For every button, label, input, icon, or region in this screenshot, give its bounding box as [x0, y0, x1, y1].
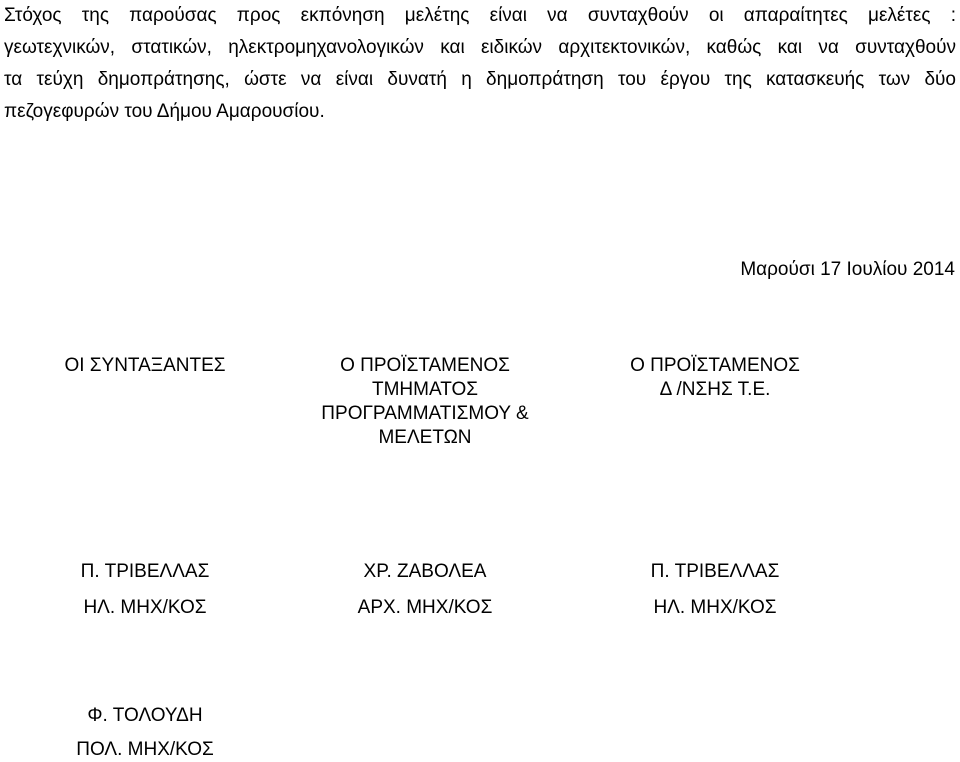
signatory-name: Π. ΤΡΙΒΕΛΛΑΣ	[80, 561, 210, 582]
document-date: Μαρούσι 17 Ιουλίου 2014	[740, 259, 955, 280]
heading-line: ΤΜΗΜΑΤΟΣ	[371, 379, 479, 400]
objective-paragraph	[4, 0, 960, 128]
authors-heading	[20, 354, 270, 378]
signatory-specialty: ΠΟΛ. ΜΗΧ/ΚΟΣ	[76, 739, 214, 760]
paragraph-line: γεωτεχνικών, στατικών, ηλεκτρομηχανολογικών και ειδικών αρχιτεκτονικών, καθώς και να συνταχθούν	[4, 37, 956, 58]
paragraph-line: πεζογεφυρών του Δήμου Αμαρουσίου.	[4, 101, 325, 122]
directorate-head-heading	[590, 354, 840, 402]
heading-line: Ο ΠΡΟΪΣΤΑΜΕΝΟΣ	[630, 355, 800, 376]
signatory-specialty: ΗΛ. ΜΗΧ/ΚΟΣ	[83, 597, 207, 618]
paragraph-line: Στόχος της παρούσας προς εκπόνηση μελέτης είναι να συνταχθούν οι απαραίτητες μελέτες :	[4, 5, 956, 26]
heading-line: Δ /ΝΣΗΣ Τ.Ε.	[659, 379, 771, 400]
heading-line: ΠΡΟΓΡΑΜΜΑΤΙΣΜΟΥ &	[321, 403, 529, 424]
heading-line: ΜΕΛΕΤΩΝ	[378, 427, 472, 448]
signatory-name: ΧΡ. ΖΑΒΟΛΕΑ	[363, 561, 487, 582]
heading-line: Ο ΠΡΟΪΣΤΑΜΕΝΟΣ	[340, 355, 510, 376]
planning-head-heading	[300, 354, 550, 450]
paragraph-line: τα τεύχη δημοπράτησης, ώστε να είναι δυνατή η δημοπράτηση του έργου της κατασκευής των δύο	[4, 69, 956, 90]
signatory-specialty: ΗΛ. ΜΗΧ/ΚΟΣ	[653, 597, 777, 618]
heading-line: ΟΙ ΣΥΝΤΑΞΑΝΤΕΣ	[64, 355, 226, 376]
signatory-name: Φ. ΤΟΛΟΥΔΗ	[87, 705, 203, 726]
signatory-specialty: ΑΡΧ. ΜΗΧ/ΚΟΣ	[357, 597, 493, 618]
signatory-name: Π. ΤΡΙΒΕΛΛΑΣ	[650, 561, 780, 582]
